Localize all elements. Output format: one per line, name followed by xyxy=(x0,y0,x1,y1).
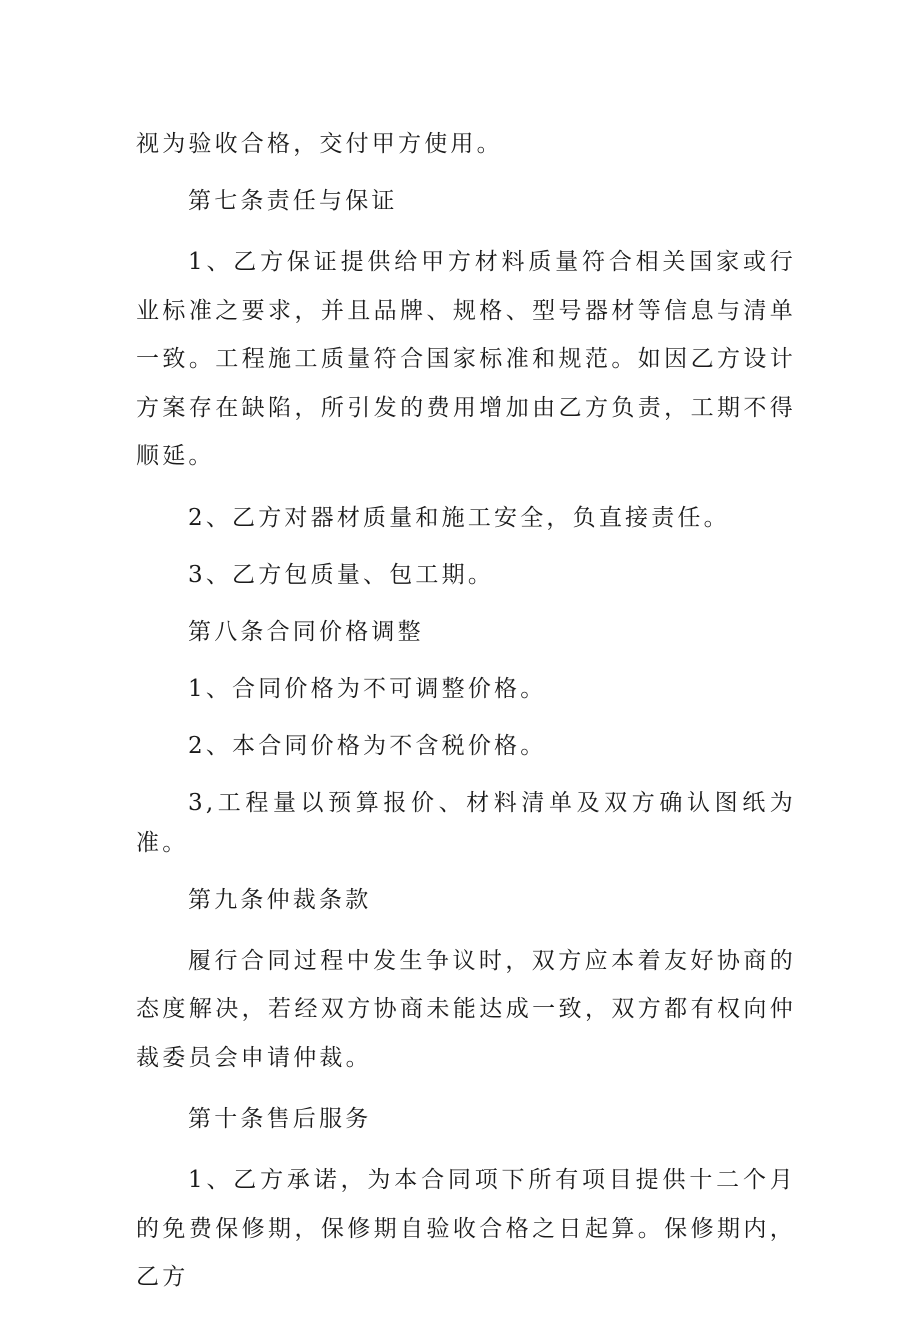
heading-article-8: 第八条合同价格调整 xyxy=(188,618,424,645)
paragraph-article-10-item-1: 1、乙方承诺，为本合同项下所有项目提供十二个月的免费保修期，保修期自验收合格之日起算。保修期内，乙方 xyxy=(136,1167,796,1290)
heading-article-9: 第九条仲裁条款 xyxy=(188,886,372,913)
paragraph-article-7-item-1: 1、乙方保证提供给甲方材料质量符合相关国家或行业标准之要求，并且品牌、规格、型号器材等信息与清单一致。工程施工质量符合国家标准和规范。如因乙方设计方案存在缺陷，所引发的费用增加由乙方负责，工期不得顺延。 xyxy=(136,249,796,469)
paragraph-article-8-item-1: 1、合同价格为不可调整价格。 xyxy=(188,675,547,702)
paragraph-article-8-item-2: 2、本合同价格为不含税价格。 xyxy=(188,732,547,759)
paragraph-acceptance-continuation: 视为验收合格，交付甲方使用。 xyxy=(136,131,503,157)
paragraph-article-8-item-3: 3,工程量以预算报价、材料清单及双方确认图纸为准。 xyxy=(136,789,796,856)
paragraph-article-7-item-2: 2、乙方对器材质量和施工安全，负直接责任。 xyxy=(188,504,730,531)
paragraph-article-9-arbitration: 履行合同过程中发生争议时，双方应本着友好协商的态度解决，若经双方协商未能达成一致，双方都有权向仲裁委员会申请仲裁。 xyxy=(136,947,796,1071)
paragraph-article-7-item-3: 3、乙方包质量、包工期。 xyxy=(188,561,495,588)
heading-article-10: 第十条售后服务 xyxy=(188,1106,372,1132)
document-body xyxy=(136,124,796,1319)
heading-article-7: 第七条责任与保证 xyxy=(188,188,398,214)
